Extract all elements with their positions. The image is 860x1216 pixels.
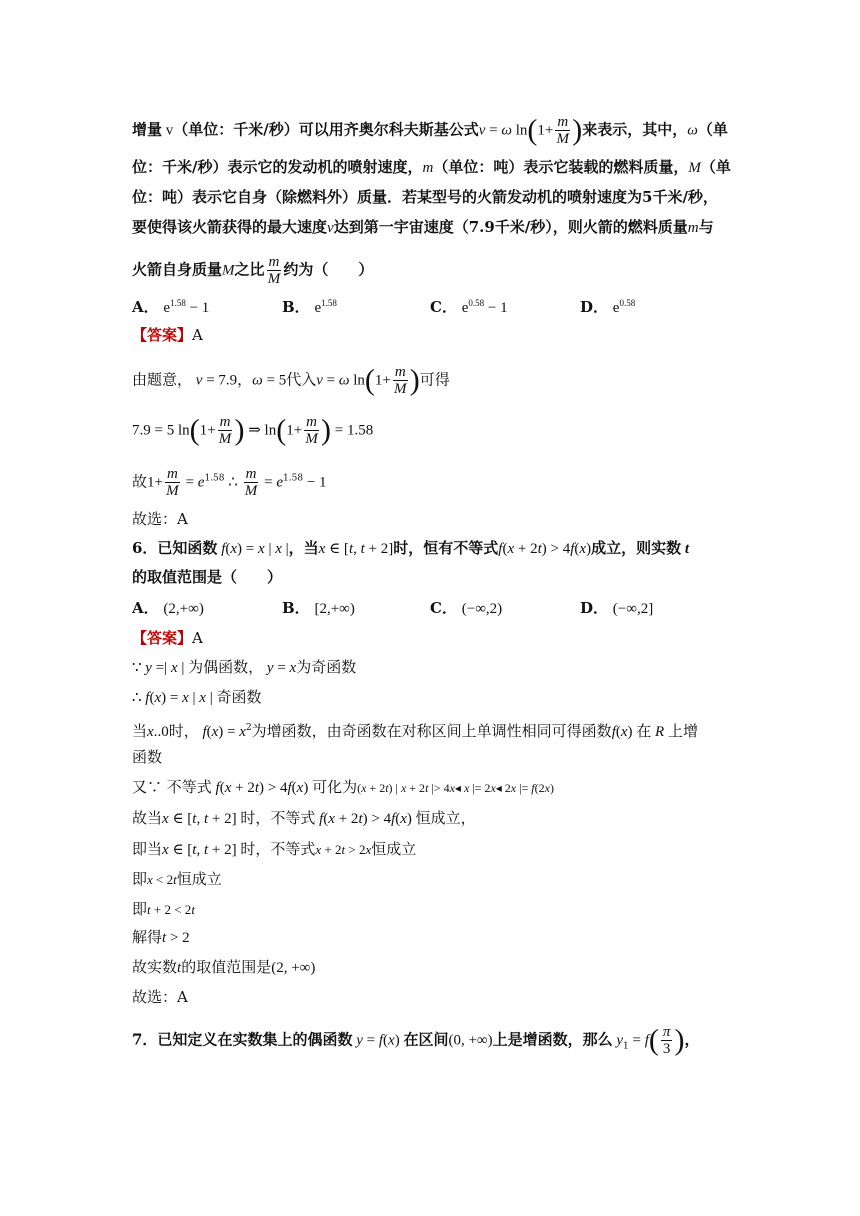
q5-line-5: 火箭自身质量M之比 $\frac{m}{M}$ 约为（ ）: [132, 254, 374, 287]
q5-line-2: 位：千米/秒）表示它的发动机的喷射速度，m（单位：吨）表示它装载的燃料质量，M（单: [132, 158, 731, 176]
q7-title: 7．已知定义在实数集上的偶函数 y = f(x) 在区间(0, +∞)上是增函数，那么 $y_1 = f$( $\frac{\pi}{3}$ )，: [132, 1023, 700, 1057]
q6-step-12: 故选：A: [132, 988, 188, 1006]
q6-title-1: 6．已知函数 f(x) = x | x |，当x ∈ [t, t + 2]时，恒有不等式f(x + 2t) > 4f(x)成立，则实数 t: [132, 539, 689, 557]
q5-solution-1: 由题意， v = 7.9，ω = 5代入v = ω ln(1+ $\frac{m}{M}$ )可得: [132, 363, 450, 397]
q6-step-10: 解得t > 2: [132, 928, 190, 946]
q6-step-2: ∴ f(x) = x | x | 奇函数: [132, 688, 262, 706]
q5-option-d: D． $e^{0.58}$: [580, 298, 636, 316]
q6-step-11: 故实数t的取值范围是(2, +∞): [132, 958, 316, 976]
q6-step-4: 函数: [132, 748, 163, 766]
q6-option-c: C． (−∞,2): [430, 599, 503, 617]
q6-step-6: 故当x ∈ [t, t + 2] 时，不等式 f(x + 2t) > 4f(x) 恒成立，: [132, 809, 476, 827]
q6-option-a: A． (2,+∞): [132, 599, 204, 617]
q6-title-2: 的取值范围是（ ）: [132, 568, 283, 586]
q6-option-d: D． (−∞,2]: [580, 599, 654, 617]
q6-step-5: 又∵ 不等式 f(x + 2t) > 4f(x) 可化为(x + 2t) | x + 2t |> 4x◂ x |= 2x◂ 2x |= f(2x): [132, 778, 554, 796]
q6-step-8: 即x < 2t恒成立: [132, 870, 222, 888]
q6-step-9: 即t + 2 < 2t: [132, 900, 195, 918]
q6-step-3: 当x..0时， $f(x) = x^2$为增函数，由奇函数在对称区间上单调性相同可得函数f(x) 在 R 上增: [132, 722, 698, 740]
q6-answer: 【答案】A: [132, 629, 203, 647]
q5-option-b: B． $e^{1.58}$: [282, 298, 337, 316]
q5-line-1: 增量 v（单位：千米/秒）可以用齐奥尔科夫斯基公式v = ω ln(1+ $\frac{m}{M}$ )来表示，其中，ω（单: [132, 113, 728, 147]
q5-line-4: 要使得该火箭获得的最大速度v达到第一宇宙速度（7.9千米/秒），则火箭的燃料质量m与: [132, 218, 714, 236]
q6-step-7: 即当x ∈ [t, t + 2] 时，不等式x + 2t > 2x恒成立: [132, 840, 417, 858]
q5-option-c: C． $e^{0.58} - 1$: [430, 298, 508, 316]
q6-step-1: ∵ y =| x | 为偶函数， y = x为奇函数: [132, 658, 357, 676]
q5-line-3: 位：吨）表示它自身（除燃料外）质量．若某型号的火箭发动机的喷射速度为5千米/秒，: [132, 188, 718, 206]
q5-option-a: A． $e^{1.58} - 1$: [132, 298, 210, 316]
q6-option-b: B． [2,+∞): [282, 599, 355, 617]
q5-solution-3: 故1+ $\frac{m}{M}$ = $e^{1.58}$ ∴ $\frac{m}{M}$ = $e^{1.58} - 1$: [132, 466, 327, 499]
q5-answer: 【答案】A: [132, 326, 203, 344]
q5-solution-2: 7.9 = 5 ln(1+ $\frac{m}{M}$ ) ⇒ ln(1+ $\frac{m}{M}$ ) = 1.58: [132, 413, 374, 447]
q5-solution-4: 故选：A: [132, 510, 188, 528]
